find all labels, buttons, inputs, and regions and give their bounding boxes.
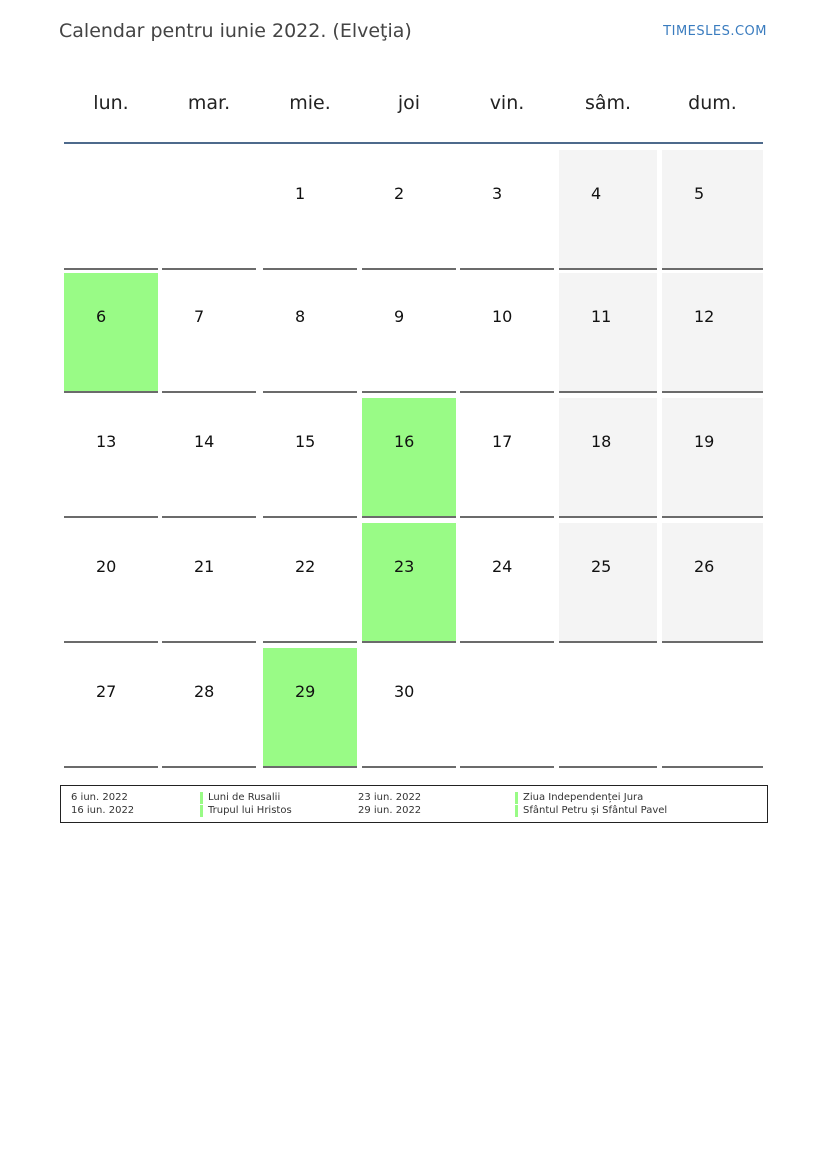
legend-holiday-name: Trupul lui Hristos [208, 805, 292, 816]
day-number: 11 [591, 307, 612, 326]
day-number: 18 [591, 432, 612, 451]
empty-day-cell [559, 648, 657, 768]
day-number: 2 [394, 184, 405, 203]
day-number: 21 [194, 557, 215, 576]
weekday-label: sâm. [584, 92, 632, 114]
day-cell[interactable] [64, 398, 158, 518]
day-number: 10 [492, 307, 513, 326]
day-number: 29 [295, 682, 316, 701]
day-number: 7 [194, 307, 205, 326]
day-number: 8 [295, 307, 306, 326]
day-number: 20 [96, 557, 117, 576]
day-number: 28 [194, 682, 215, 701]
legend-color-swatch [515, 805, 518, 817]
page-title: Calendar pentru iunie 2022. (Elveţia) [59, 20, 412, 42]
day-cell[interactable] [662, 398, 763, 518]
day-number: 13 [96, 432, 117, 451]
legend-date: 23 iun. 2022 [358, 792, 422, 803]
brand-link[interactable]: TIMESLES.COM [663, 24, 767, 39]
empty-day-cell [662, 648, 763, 768]
day-cell[interactable] [162, 273, 256, 393]
day-number: 5 [694, 184, 705, 203]
day-number: 1 [295, 184, 306, 203]
day-cell[interactable] [64, 523, 158, 643]
day-cell[interactable] [263, 398, 357, 518]
day-number: 25 [591, 557, 612, 576]
day-cell[interactable] [362, 150, 456, 270]
holiday-legend [60, 785, 768, 823]
day-cell[interactable] [263, 648, 357, 768]
day-number: 30 [394, 682, 415, 701]
day-number: 16 [394, 432, 415, 451]
legend-date: 6 iun. 2022 [71, 792, 128, 803]
day-cell[interactable] [662, 273, 763, 393]
day-cell[interactable] [460, 273, 554, 393]
weekday-label: dum. [688, 92, 737, 114]
legend-color-swatch [200, 805, 203, 817]
day-number: 27 [96, 682, 117, 701]
empty-day-cell [162, 150, 256, 270]
weekday-label: vin. [489, 92, 525, 114]
day-cell[interactable] [559, 150, 657, 270]
day-cell[interactable] [162, 523, 256, 643]
day-cell[interactable] [263, 150, 357, 270]
day-cell[interactable] [662, 150, 763, 270]
weekday-label: mar. [187, 92, 231, 114]
day-cell[interactable] [460, 150, 554, 270]
day-cell[interactable] [362, 398, 456, 518]
day-cell[interactable] [263, 523, 357, 643]
legend-holiday-name: Luni de Rusalii [208, 792, 281, 803]
day-number: 3 [492, 184, 503, 203]
day-number: 12 [694, 307, 715, 326]
day-cell[interactable] [263, 273, 357, 393]
day-cell[interactable] [162, 398, 256, 518]
day-number: 19 [694, 432, 715, 451]
weekday-label: joi [397, 92, 421, 114]
day-cell[interactable] [162, 648, 256, 768]
empty-day-cell [64, 150, 158, 270]
legend-date: 16 iun. 2022 [71, 805, 135, 816]
day-cell[interactable] [362, 648, 456, 768]
day-cell[interactable] [460, 398, 554, 518]
day-number: 17 [492, 432, 513, 451]
legend-color-swatch [200, 792, 203, 804]
empty-day-cell [460, 648, 554, 768]
legend-holiday-name: Ziua Independenței Jura [523, 792, 644, 803]
day-number: 15 [295, 432, 316, 451]
weekday-label: lun. [93, 92, 129, 114]
day-cell[interactable] [662, 523, 763, 643]
day-number: 14 [194, 432, 215, 451]
day-number: 22 [295, 557, 316, 576]
day-number: 9 [394, 307, 405, 326]
day-cell[interactable] [64, 648, 158, 768]
day-cell[interactable] [559, 398, 657, 518]
weekday-label: mie. [289, 92, 331, 114]
header-rule [64, 142, 763, 144]
day-cell[interactable] [362, 523, 456, 643]
day-cell[interactable] [559, 273, 657, 393]
day-cell[interactable] [460, 523, 554, 643]
legend-date: 29 iun. 2022 [358, 805, 422, 816]
day-cell[interactable] [559, 523, 657, 643]
day-cell[interactable] [64, 273, 158, 393]
day-number: 23 [394, 557, 415, 576]
day-number: 26 [694, 557, 715, 576]
day-cell[interactable] [362, 273, 456, 393]
day-number: 4 [591, 184, 602, 203]
legend-holiday-name: Sfântul Petru și Sfântul Pavel [523, 805, 668, 816]
legend-color-swatch [515, 792, 518, 804]
day-number: 24 [492, 557, 513, 576]
day-number: 6 [96, 307, 107, 326]
